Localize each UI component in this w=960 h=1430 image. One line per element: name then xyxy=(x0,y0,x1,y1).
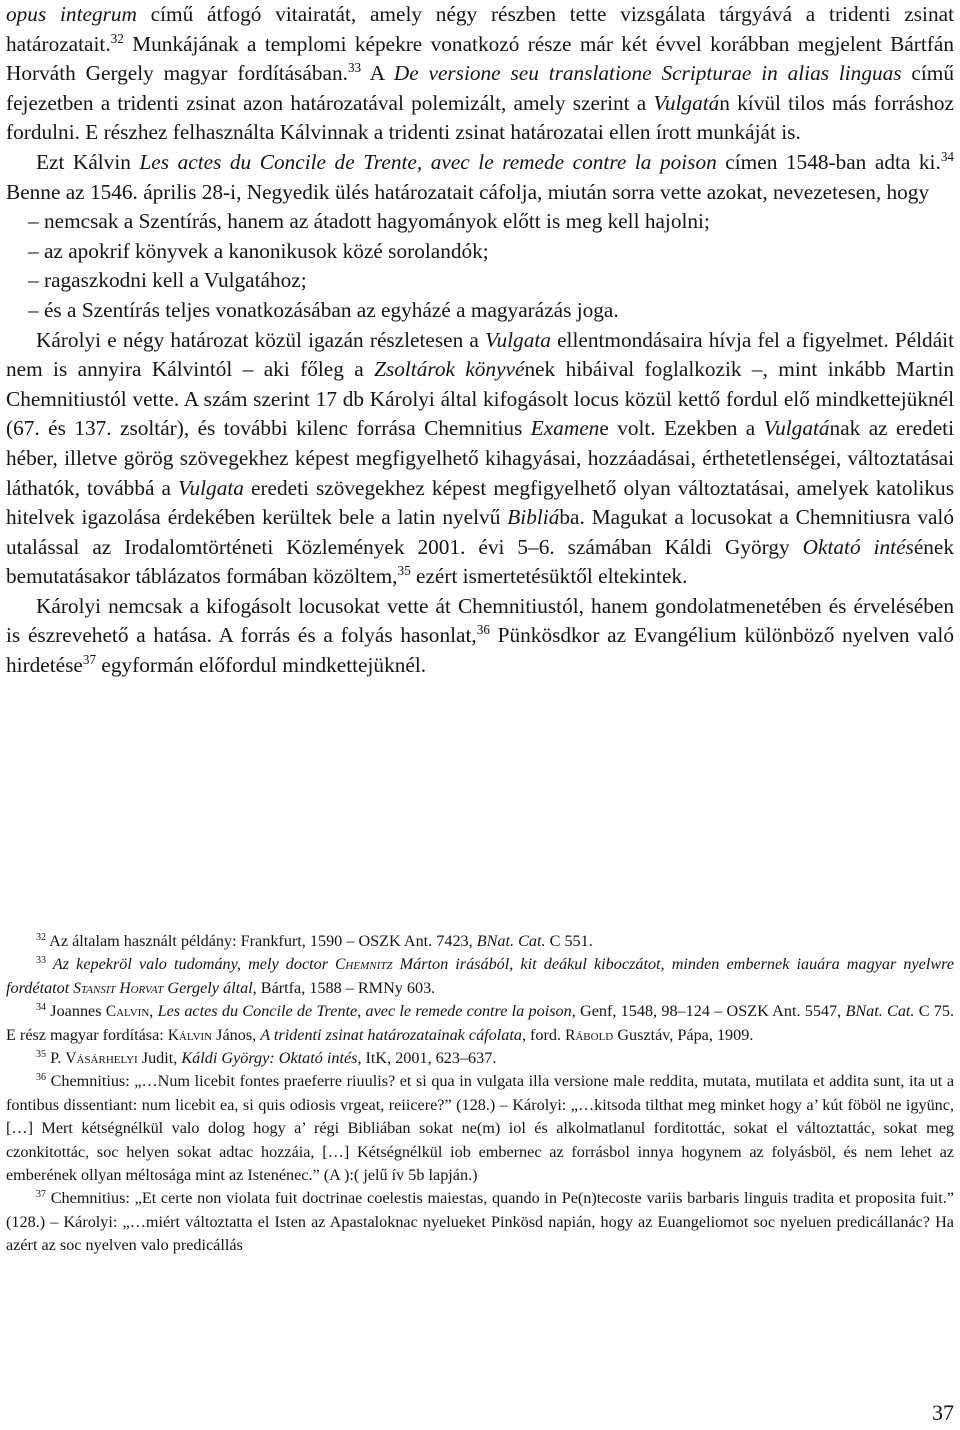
text-span: e volt. Ezekben a xyxy=(599,416,764,441)
author-smallcaps: Chemnitz xyxy=(335,956,393,974)
title-italic: Les actes du Concile de Trente, avec le remede contre la poison xyxy=(139,149,717,174)
text-span: C 551. xyxy=(545,932,593,950)
author-smallcaps: Stansit Horvat xyxy=(73,979,164,997)
text-span: ItK, 2001, 623–637. xyxy=(361,1049,497,1068)
title-italic: Examen xyxy=(530,416,600,441)
title-italic: Les actes du Concile de Trente, avec le remede contre la poison xyxy=(157,1002,572,1021)
title-italic xyxy=(6,955,954,996)
title-italic: Oktató intés xyxy=(802,534,914,559)
text-span: Ezt Kálvin xyxy=(36,149,140,174)
footnote-number: 32 xyxy=(36,931,47,943)
page-number: 37 xyxy=(932,1400,954,1425)
text-span: Az kepekröl valo tudomány, mely doctor xyxy=(46,955,336,974)
footnote-number: 35 xyxy=(36,1049,47,1061)
title-italic: BNat. Cat. xyxy=(845,1002,915,1021)
text-span: ezért ismertetésüktől eltekintek. xyxy=(410,564,688,589)
footnote-number: 37 xyxy=(36,1189,47,1201)
text-span: címen 1548-ban adta ki. xyxy=(716,149,941,174)
text-span: Gergely által, xyxy=(163,978,257,997)
text-span: Joannes xyxy=(46,1002,106,1021)
text-span: n kívül tilos más forráshoz fordulni. E részhez felhasználta Kálvinnak a tridenti zsinat határozatai ellen írott munkáját is. xyxy=(6,90,954,145)
footnote-number: 33 xyxy=(36,955,47,967)
text-span: című átfogó vitairatát, amely négy részben tette vizsgálata tárgyává a tridenti zsinat határozatait. xyxy=(6,2,954,56)
footnote-ref-33[interactable]: 33 xyxy=(347,60,362,76)
footnote-ref-35[interactable]: 35 xyxy=(397,563,411,579)
dash-item: – ragaszkodni kell a Vulgatához; xyxy=(28,268,307,293)
text-span: ellentmondásaira hívja fel a figyelmet. Példáit nem is annyira Kálvintól – aki főleg a xyxy=(6,327,954,382)
text-span: eredeti szövegekhez képest megfigyelhető olyan változtatásai, amelyek katolikus hitelvek igazolása érdekében kerültek bele a latin nyelvű xyxy=(6,475,954,530)
text-span: Benne az 1546. április 28-i, Negyedik ülés határozatait cáfolja, miután sorra vette azokat, nevezetesen, hogy xyxy=(6,179,930,204)
footnote-33 xyxy=(6,953,954,1000)
footnote-ref-37[interactable]: 37 xyxy=(82,652,97,668)
title-italic: Vulgatá xyxy=(763,416,830,441)
dash-item: – és a Szentírás teljes vonatkozásában az egyházé a magyarázás joga. xyxy=(28,297,619,322)
text-span: P. xyxy=(46,1049,66,1068)
title-italic: opus integrum xyxy=(6,2,137,26)
title-italic: BNat. Cat. xyxy=(476,932,546,950)
author-smallcaps: Rábold xyxy=(565,1026,614,1044)
text-span: János, xyxy=(212,1025,261,1044)
text-span: Pünkösdkor az Evangélium különböző nyelven való hirdetése xyxy=(6,623,954,678)
text-span: , Genf, 1548, 98–124 – OSZK Ant. 5547, xyxy=(571,1002,846,1021)
text-span: Gusztáv, Pápa, 1909. xyxy=(613,1025,754,1044)
text-span: ének bemutatásakor táblázatos formában közöltem, xyxy=(6,534,955,589)
text-span: , ford. xyxy=(521,1025,566,1044)
title-italic: Káldi György: Oktató intés, xyxy=(181,1049,362,1068)
text-span: nak az eredeti héber, illetve görög szövegekhez képest megfigyelhető kihagyásai, hozzáadásai, érthetetlenségei, változtatásai láthatók, továbbá a xyxy=(6,416,954,500)
footnote-ref-34[interactable]: 34 xyxy=(940,149,954,165)
text-span: Chemnitius: „Et certe non violata fuit doctrinae coelestis maiestas, quando in Pe(n)tecoste variis barbaris linguis tradita et proposita fuit.” (128.) – Károlyi: „…miért változtatta el Isten az Apastaloknac nyelueket Pinkösd napián, hogy az Euangeliomot soc nyeluen predicállanác? Ha azért az soc nyelven valo predicállás xyxy=(6,1189,954,1255)
text-span: C 75. E rész magyar fordítása: xyxy=(6,1002,955,1044)
text-span: , xyxy=(149,1002,158,1021)
text-span: Judit, xyxy=(137,1049,182,1068)
text-span: Bártfa, 1588 – RMNy 603. xyxy=(256,978,436,997)
text-span: Károlyi e négy határozat közül igazán részletesen a xyxy=(36,327,486,352)
footnote-35 xyxy=(6,1047,954,1070)
paragraph-4 xyxy=(6,592,954,681)
text-span: Márton irásából, kit deákul kiboczátot, minden embernek iauára magyar nyelwre fordétatot xyxy=(6,955,955,997)
title-italic: Vulgata xyxy=(485,327,551,352)
text-span: nek hibáival foglalkozik –, mint inkább Martin Chemnitiustól vette. A szám szerint 17 db Károlyi által kifogásolt locus közül kettő fordul elő mindkettejüknél (67. és 137. zsoltár), és további kilenc forrása Chemnitius xyxy=(6,357,955,441)
text-span: Munkájának a templomi képekre vonatkozó része már két évvel korábban megjelent Bártfán Horváth Gergely magyar fordításában. xyxy=(6,31,954,86)
paragraph-2 xyxy=(6,148,954,207)
title-italic: Bibliá xyxy=(507,505,560,530)
footnote-36 xyxy=(6,1070,954,1187)
footnote-number: 34 xyxy=(36,1002,47,1014)
text-span: Az általam használt példány: Frankfurt, 1590 – OSZK Ant. 7423, xyxy=(46,932,477,950)
title-italic: Vulgatá xyxy=(653,90,720,115)
footnote-34 xyxy=(6,1000,954,1047)
author-smallcaps: Vásárhelyi xyxy=(65,1050,138,1068)
text-span: ba. Magukat a locusokat a Chemnitiusra való utalással az Irodalomtörténeti Közlemények 2001. évi 5–6. számában Káldi György xyxy=(6,505,954,559)
footnote-32 xyxy=(6,930,954,953)
text-span: Chemnitius: „…Num licebit fontes praeferre riuulis? et si qua in vulgata illa versione male reddita, mutata, mutilata et addita sunt, ita ut a fontibus dissentiant: num licebit ea, si quis odiosis vrgeat, reiicere?” (128.) – Károlyi: „…kitsoda tilthat meg minket hogy a’ kút föböl ne igyünc, […] Mert kétségnélkül valo dolog hogy a’ régi Bibliában sokat ne(m) iol és alkolmatlanul forditottác, sokat el változtattác, sokat meg czonkitottác, soc helyen sokat adtac hozzáia, […] Kétségnélkül iob embernec az forrásbol innya hogynem az folyásböl, és nem lehet az emberének ollyan méltosága mint az Istenénec.” (A ):( jelű ív 5b lapján.) xyxy=(6,1072,954,1185)
text-span: egyformán előfordul mindkettejüknél. xyxy=(96,653,427,678)
author-smallcaps: Kálvin xyxy=(167,1026,213,1044)
footnote-37 xyxy=(6,1187,954,1257)
title-italic: Zsoltárok könyvé xyxy=(374,357,525,382)
footnotes xyxy=(6,930,954,1258)
paragraph-1 xyxy=(6,0,954,148)
main-text xyxy=(6,0,954,681)
footnote-ref-36[interactable]: 36 xyxy=(476,622,490,638)
dash-item: – nemcsak a Szentírás, hanem az átadott hagyományok előtt is meg kell hajolni; xyxy=(28,209,710,234)
text-span: A xyxy=(361,61,394,86)
title-italic: A tridenti zsinat határozatainak cáfolata xyxy=(260,1025,522,1044)
author-smallcaps: Calvin xyxy=(105,1003,150,1021)
text-span: című fejezetben a tridenti zsinat azon határozatával polemizált, amely szerint a xyxy=(6,61,954,115)
title-italic: Vulgata xyxy=(178,475,244,500)
title-italic: De versione seu translatione Scripturae in alias linguas xyxy=(393,61,902,86)
footnote-number: 36 xyxy=(36,1072,47,1084)
text-span: Károlyi nemcsak a kifogásolt locusokat vette át Chemnitiustól, hanem gondolatmenetében és érvelésében is észrevehető a hatása. A forrás és a folyás hasonlat, xyxy=(6,593,954,648)
footnote-ref-32[interactable]: 32 xyxy=(110,30,124,46)
paragraph-3 xyxy=(6,326,954,592)
dash-item: – az apokrif könyvek a kanonikusok közé sorolandók; xyxy=(28,238,489,263)
